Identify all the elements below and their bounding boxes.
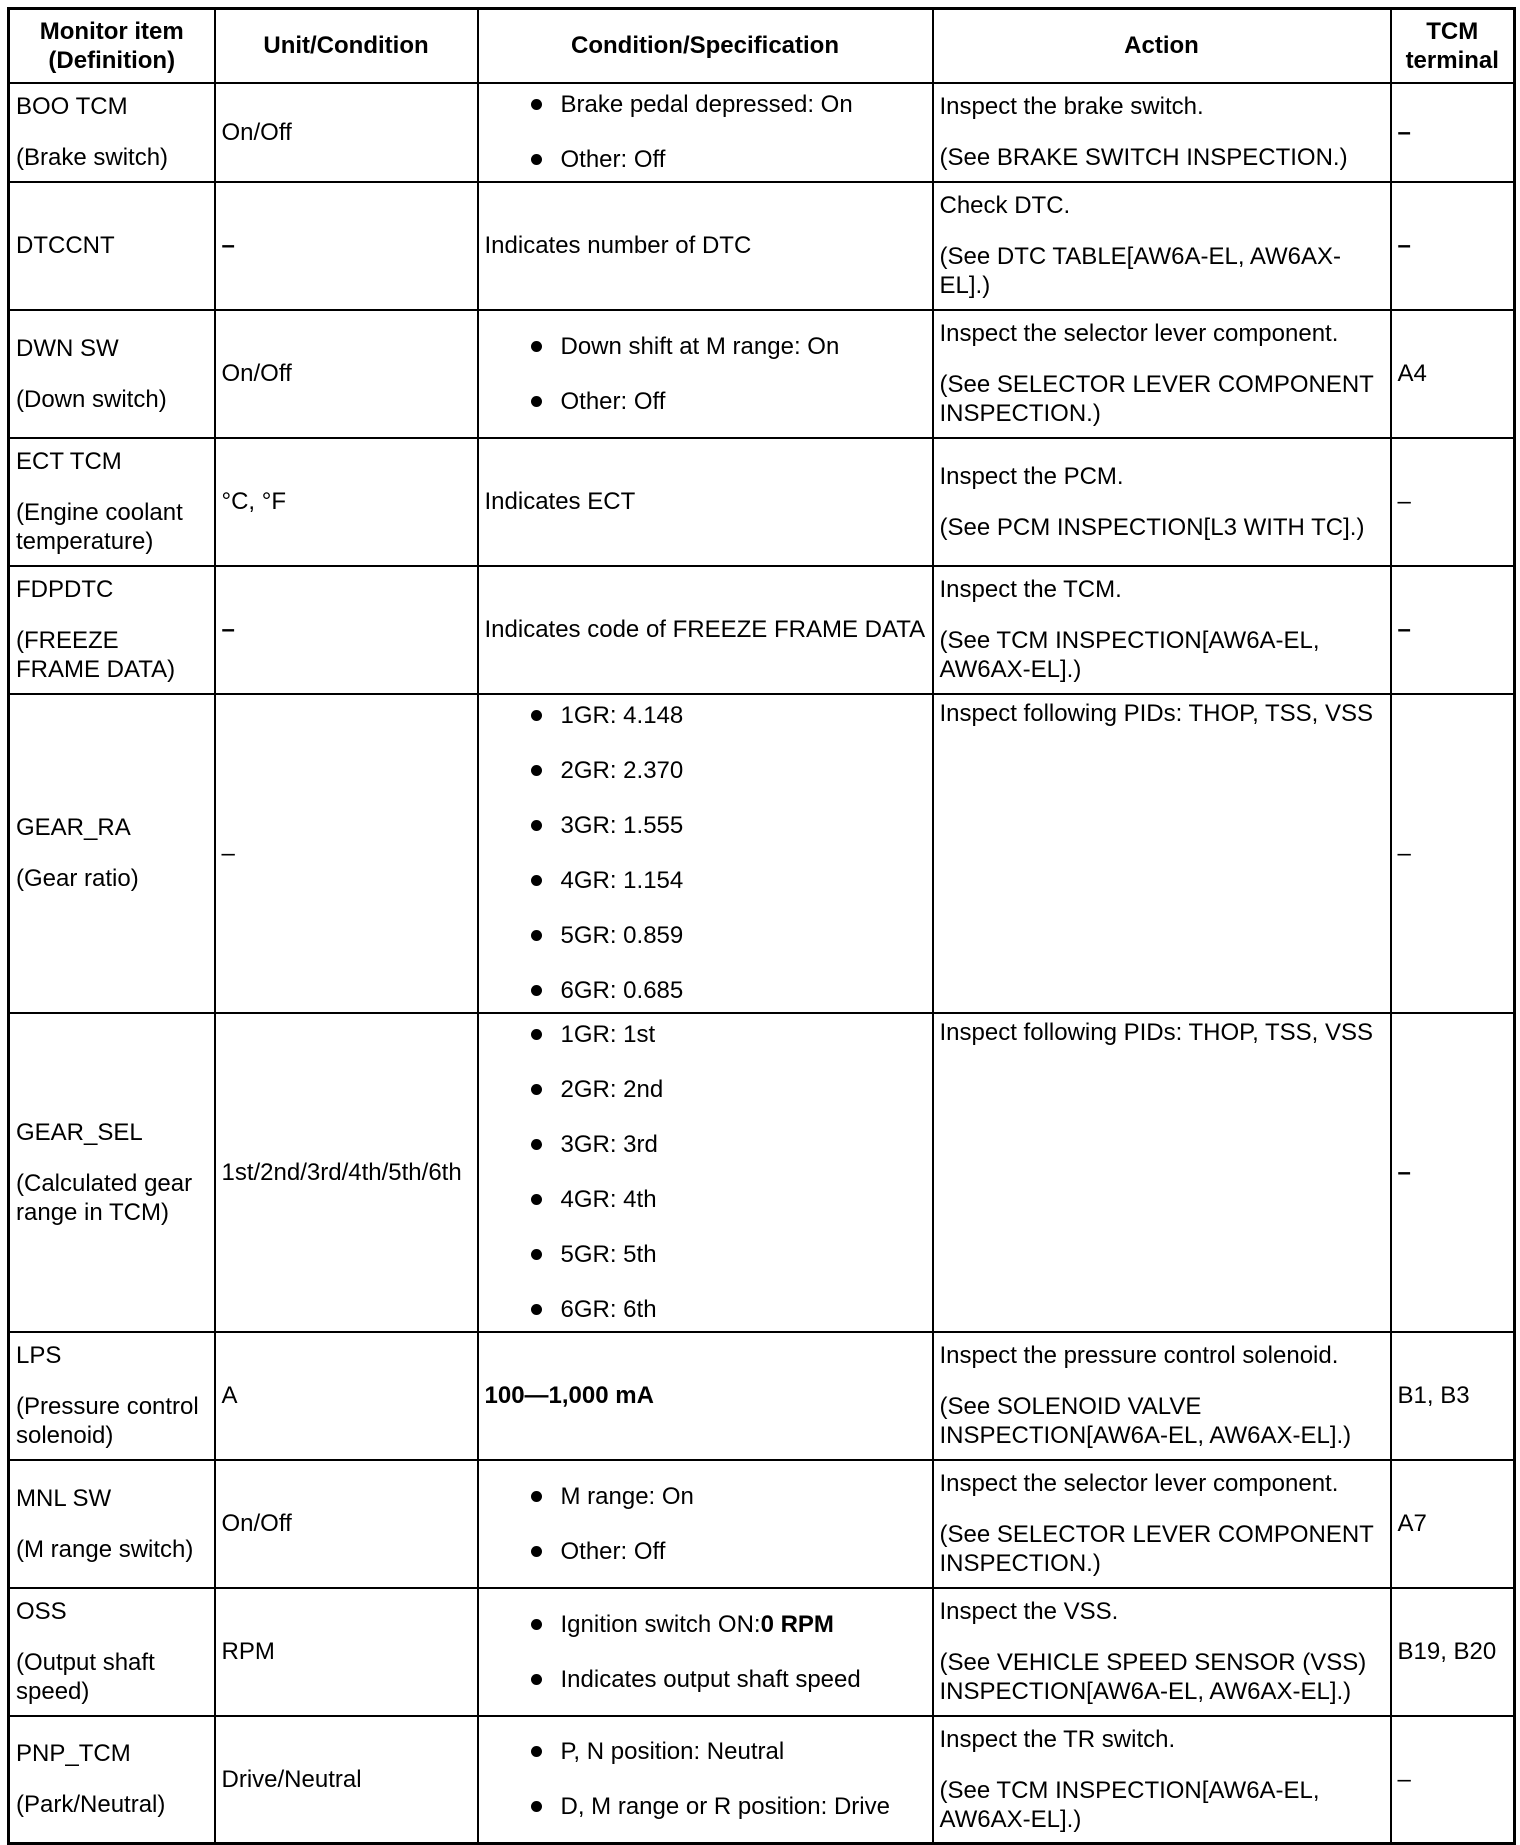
action-cell xyxy=(933,566,1391,694)
action-text: Inspect following PIDs: THOP, TSS, VSS xyxy=(939,699,1374,727)
spec-cell xyxy=(478,1460,933,1588)
header-condition-specification: Condition/Specification xyxy=(478,9,933,83)
monitor-item-cell xyxy=(9,1588,215,1716)
monitor-item-cell xyxy=(9,83,215,182)
action-text: Inspect the PCM. xyxy=(939,462,1124,490)
spec-cell: Indicates ECT xyxy=(478,438,933,566)
monitor-item-cell xyxy=(9,566,215,694)
spec-list-item: 1GR: 4.148 xyxy=(527,701,926,730)
action-text: Inspect the VSS. xyxy=(939,1598,1119,1625)
action-reference: (See SELECTOR LEVER COMPONENT INSPECTION.) xyxy=(939,371,1374,427)
monitor-item-definition: (M range switch) xyxy=(16,1535,194,1563)
monitor-item-name: MNL SW xyxy=(16,1484,112,1512)
spec-list-item: D, M range or R position: Drive xyxy=(527,1792,926,1821)
spec-list-item: 4GR: 4th xyxy=(527,1185,926,1214)
action-reference: (See TCM INSPECTION[AW6A-EL, AW6AX-EL].) xyxy=(939,627,1320,683)
monitor-item-name: DWN SW xyxy=(16,334,119,362)
monitor-item-definition: (Output shaft speed) xyxy=(16,1649,155,1705)
action-cell xyxy=(933,1332,1391,1460)
unit-cell: On/Off xyxy=(215,83,478,182)
unit-cell: Drive/Neutral xyxy=(215,1716,478,1844)
action-text: Inspect the brake switch. xyxy=(939,93,1204,120)
header-action: Action xyxy=(933,9,1391,83)
monitor-item-name: DTCCNT xyxy=(16,232,115,259)
table-row xyxy=(9,1460,1515,1588)
table-row xyxy=(9,1013,1515,1332)
monitor-item-name: GEAR_RA xyxy=(16,814,131,841)
action-reference: (See SELECTOR LEVER COMPONENT INSPECTION.) xyxy=(939,1521,1374,1577)
spec-list-item: 5GR: 0.859 xyxy=(527,921,926,950)
spec-list xyxy=(485,332,926,416)
unit-cell: RPM xyxy=(215,1588,478,1716)
action-reference: (See BRAKE SWITCH INSPECTION.) xyxy=(939,144,1348,171)
monitor-item-definition: (Brake switch) xyxy=(16,144,169,171)
header-tcm-terminal: TCM terminal xyxy=(1391,9,1515,83)
action-text: Inspect following PIDs: THOP, TSS, VSS xyxy=(939,1018,1374,1046)
monitor-item-definition: (Park/Neutral) xyxy=(16,1791,166,1819)
unit-cell: A xyxy=(215,1332,478,1460)
terminal-cell: – xyxy=(1391,182,1515,310)
action-cell xyxy=(933,83,1391,182)
terminal-cell: – xyxy=(1391,83,1515,182)
monitor-item-name: FDPDTC xyxy=(16,576,114,603)
spec-list-item: 2GR: 2nd xyxy=(527,1075,926,1104)
action-text: Inspect the TR switch. xyxy=(939,1725,1176,1753)
monitor-item-cell xyxy=(9,438,215,566)
terminal-cell: – xyxy=(1391,1013,1515,1332)
monitor-item-cell xyxy=(9,1460,215,1588)
table-row xyxy=(9,438,1515,566)
spec-cell: 100—1,000 mA xyxy=(478,1332,933,1460)
monitor-item-cell xyxy=(9,310,215,438)
action-reference: (See VEHICLE SPEED SENSOR (VSS) INSPECTION[AW6A-EL, AW6AX-EL].) xyxy=(939,1649,1367,1705)
action-reference: (See TCM INSPECTION[AW6A-EL, AW6AX-EL].) xyxy=(939,1776,1320,1833)
terminal-cell: – xyxy=(1391,566,1515,694)
action-reference: (See DTC TABLE[AW6A-EL, AW6AX-EL].) xyxy=(939,243,1341,299)
table-row xyxy=(9,83,1515,182)
action-cell xyxy=(933,1588,1391,1716)
monitor-item-cell xyxy=(9,1013,215,1332)
monitor-item-name: LPS xyxy=(16,1342,62,1369)
monitor-item-name: GEAR_SEL xyxy=(16,1118,143,1146)
spec-list-item: Down shift at M range: On xyxy=(527,332,926,361)
unit-cell: On/Off xyxy=(215,1460,478,1588)
spec-value: 0 RPM xyxy=(760,1610,834,1638)
monitor-item-cell xyxy=(9,694,215,1013)
spec-cell xyxy=(478,1013,933,1332)
table-row xyxy=(9,1716,1515,1844)
action-cell xyxy=(933,310,1391,438)
monitor-item-cell xyxy=(9,1716,215,1844)
monitor-item-name: PNP_TCM xyxy=(16,1740,131,1768)
table-row xyxy=(9,694,1515,1013)
spec-list xyxy=(485,1737,926,1821)
terminal-cell: – xyxy=(1391,694,1515,1013)
terminal-cell: – xyxy=(1391,438,1515,566)
terminal-cell: A7 xyxy=(1391,1460,1515,1588)
table-row xyxy=(9,182,1515,310)
spec-list-item xyxy=(527,1610,926,1639)
spec-list-item: Other: Off xyxy=(527,145,926,174)
spec-cell xyxy=(478,83,933,182)
terminal-cell: A4 xyxy=(1391,310,1515,438)
spec-list-item: 2GR: 2.370 xyxy=(527,756,926,785)
action-text: Inspect the TCM. xyxy=(939,576,1122,603)
action-cell xyxy=(933,1013,1391,1332)
monitor-item-name: ECT TCM xyxy=(16,448,122,475)
spec-list-item: P, N position: Neutral xyxy=(527,1737,926,1766)
table-row xyxy=(9,1332,1515,1460)
monitor-item-definition: (Down switch) xyxy=(16,385,167,413)
table-row xyxy=(9,566,1515,694)
spec-list-item: 6GR: 0.685 xyxy=(527,976,926,1005)
monitor-item-name: OSS xyxy=(16,1598,67,1625)
unit-cell: On/Off xyxy=(215,310,478,438)
spec-list xyxy=(485,1482,926,1566)
spec-list-item: 3GR: 3rd xyxy=(527,1130,926,1159)
monitor-item-definition: (Pressure control solenoid) xyxy=(16,1393,199,1449)
action-cell xyxy=(933,438,1391,566)
action-text: Check DTC. xyxy=(939,192,1071,219)
unit-cell: °C, °F xyxy=(215,438,478,566)
action-text: Inspect the selector lever component. xyxy=(939,1470,1339,1497)
spec-cell xyxy=(478,1588,933,1716)
spec-list-item: Other: Off xyxy=(527,387,926,416)
monitor-item-name: BOO TCM xyxy=(16,93,128,120)
terminal-cell: – xyxy=(1391,1716,1515,1844)
spec-list-item: 6GR: 6th xyxy=(527,1295,926,1324)
spec-list xyxy=(485,701,926,1005)
action-text: Inspect the selector lever component. xyxy=(939,320,1339,347)
action-reference: (See PCM INSPECTION[L3 WITH TC].) xyxy=(939,513,1365,541)
action-text: Inspect the pressure control solenoid. xyxy=(939,1342,1339,1369)
spec-cell: Indicates number of DTC xyxy=(478,182,933,310)
unit-cell: – xyxy=(215,694,478,1013)
spec-prefix: Ignition switch ON: xyxy=(560,1610,761,1638)
terminal-cell: B1, B3 xyxy=(1391,1332,1515,1460)
table-row xyxy=(9,310,1515,438)
spec-list-item: Indicates output shaft speed xyxy=(527,1665,926,1694)
spec-list-item: 4GR: 1.154 xyxy=(527,866,926,895)
header-row xyxy=(9,9,1515,83)
spec-cell: Indicates code of FREEZE FRAME DATA xyxy=(478,566,933,694)
action-cell xyxy=(933,1460,1391,1588)
action-cell xyxy=(933,182,1391,310)
spec-list-item: Other: Off xyxy=(527,1537,926,1566)
unit-cell: – xyxy=(215,182,478,310)
unit-cell: 1st/2nd/3rd/4th/5th/6th xyxy=(215,1013,478,1332)
spec-list xyxy=(485,1610,926,1694)
table-row xyxy=(9,1588,1515,1716)
action-cell xyxy=(933,1716,1391,1844)
spec-cell xyxy=(478,310,933,438)
spec-list-item: Brake pedal depressed: On xyxy=(527,90,926,119)
action-reference: (See SOLENOID VALVE INSPECTION[AW6A-EL, AW6AX-EL].) xyxy=(939,1393,1352,1449)
action-cell xyxy=(933,694,1391,1013)
spec-list-item: 5GR: 5th xyxy=(527,1240,926,1269)
terminal-cell: B19, B20 xyxy=(1391,1588,1515,1716)
monitor-item-definition: (Engine coolant temperature) xyxy=(16,499,183,555)
monitor-item-table xyxy=(7,7,1516,1845)
header-monitor-item: Monitor item (Definition) xyxy=(9,9,215,83)
monitor-item-cell xyxy=(9,182,215,310)
spec-cell xyxy=(478,694,933,1013)
monitor-item-definition: (Gear ratio) xyxy=(16,865,139,892)
spec-list xyxy=(485,1020,926,1324)
monitor-item-cell xyxy=(9,1332,215,1460)
monitor-item-definition: (FREEZE FRAME DATA) xyxy=(16,627,176,683)
spec-list-item: 3GR: 1.555 xyxy=(527,811,926,840)
spec-cell xyxy=(478,1716,933,1844)
header-unit-condition: Unit/Condition xyxy=(215,9,478,83)
unit-cell: – xyxy=(215,566,478,694)
monitor-item-definition: (Calculated gear range in TCM) xyxy=(16,1169,193,1226)
spec-list xyxy=(485,90,926,174)
spec-list-item: M range: On xyxy=(527,1482,926,1511)
spec-list-item: 1GR: 1st xyxy=(527,1020,926,1049)
